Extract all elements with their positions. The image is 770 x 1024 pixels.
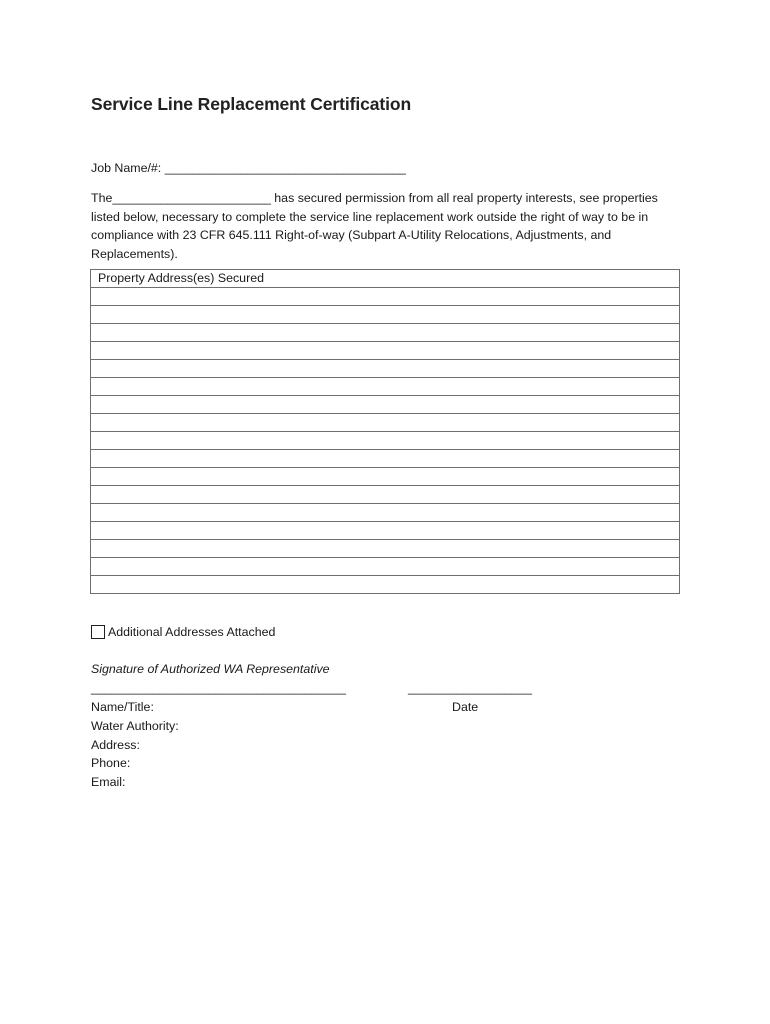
address-cell[interactable] — [91, 486, 680, 504]
address-cell[interactable] — [91, 432, 680, 450]
table-row — [91, 306, 680, 324]
additional-addresses-row[interactable] — [91, 623, 275, 642]
phone-label: Phone: — [91, 756, 131, 770]
date-line: __________________ — [408, 681, 533, 695]
address-cell[interactable] — [91, 468, 680, 486]
table-row — [91, 522, 680, 540]
job-name-line: Job Name/#: ___________________________________ — [91, 161, 406, 175]
table-header-cell: Property Address(es) Secured — [91, 270, 680, 288]
table-row — [91, 432, 680, 450]
table-row — [91, 540, 680, 558]
additional-addresses-checkbox[interactable] — [91, 625, 105, 639]
address-cell[interactable] — [91, 324, 680, 342]
table-row — [91, 504, 680, 522]
permission-paragraph: The_______________________ has secured permission from all real property interests, see properties listed below, necessary to complete the service line replacement work outside the right of way to be in compliance with 23 CFR 645.111 Right-of-way (Subpart A-Utility Relocations, Adjustments, and Replacements). — [91, 191, 658, 261]
address-cell[interactable] — [91, 558, 680, 576]
signature-heading: Signature of Authorized WA Representative — [91, 662, 330, 676]
address-cell[interactable] — [91, 522, 680, 540]
name-title-label: Name/Title: — [91, 700, 154, 714]
address-cell[interactable] — [91, 504, 680, 522]
table-row — [91, 486, 680, 504]
table-row — [91, 468, 680, 486]
table-row — [91, 360, 680, 378]
address-cell[interactable] — [91, 576, 680, 594]
address-cell[interactable] — [91, 414, 680, 432]
property-address-table — [90, 269, 680, 594]
table-header-row — [91, 270, 680, 288]
email-label: Email: — [91, 775, 126, 789]
address-cell[interactable] — [91, 540, 680, 558]
table-row — [91, 342, 680, 360]
address-cell[interactable] — [91, 378, 680, 396]
table-row — [91, 558, 680, 576]
table-row — [91, 450, 680, 468]
signature-line: _____________________________________ — [91, 681, 346, 695]
date-label: Date — [452, 700, 479, 714]
table-row — [91, 324, 680, 342]
table-row — [91, 414, 680, 432]
address-cell[interactable] — [91, 306, 680, 324]
table-row — [91, 378, 680, 396]
address-cell[interactable] — [91, 360, 680, 378]
address-cell[interactable] — [91, 450, 680, 468]
address-cell[interactable] — [91, 288, 680, 306]
address-cell[interactable] — [91, 342, 680, 360]
address-cell[interactable] — [91, 396, 680, 414]
water-authority-label: Water Authority: — [91, 719, 179, 733]
address-label: Address: — [91, 738, 140, 752]
table-row — [91, 576, 680, 594]
table-row — [91, 288, 680, 306]
additional-addresses-label: Additional Addresses Attached — [108, 625, 276, 639]
table-row — [91, 396, 680, 414]
document-title: Service Line Replacement Certification — [91, 94, 412, 114]
